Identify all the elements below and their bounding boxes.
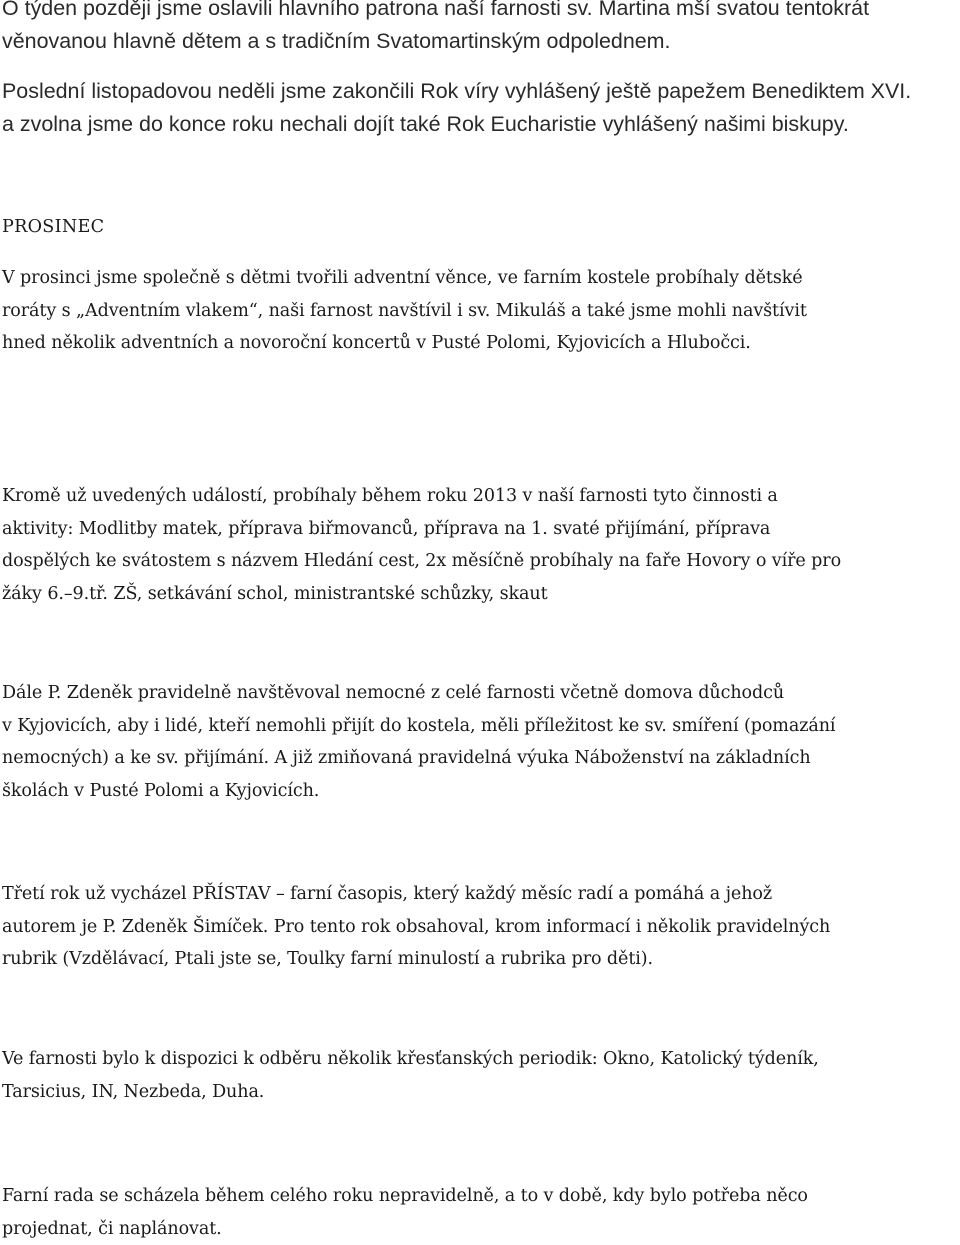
text-line: Tarsicius, IN, Nezbeda, Duha. — [2, 1081, 265, 1102]
section-heading-text: PROSINEC — [2, 217, 105, 237]
text-line: rubrik (Vzdělávací, Ptali jste se, Toulky farní minulostí a rubrika pro děti). — [2, 949, 654, 970]
intro-paragraph-2 — [2, 75, 958, 141]
text-line: a zvolna jsme do konce roku nechali dojít také Rok Eucharistie vyhlášený našimi biskupy. — [2, 112, 849, 136]
text-line: Dále P. Zdeněk pravidelně navštěvoval nemocné z celé farnosti včetně domova důchodců — [2, 683, 785, 703]
text-line: roráty s „Adventním vlakem“, naši farnost navštívil i sv. Mikuláš a také jsme mohli navštívit — [2, 300, 807, 321]
text-line: aktivity: Modlitby matek, příprava biřmovanců, příprava na 1. svaté přijímání, příprava — [2, 518, 771, 539]
paragraph-pristav — [2, 878, 958, 976]
text-line: Farní rada se scházela během celého roku nepravidelně, a to v době, kdy bylo potřeba něco — [2, 1186, 808, 1206]
text-line: nemocných) a ke sv. přijímání. A již zmiňovaná pravidelná výuka Náboženství na základních — [2, 748, 811, 769]
paragraph-activities — [2, 480, 958, 610]
text-line: věnovanou hlavně dětem a s tradičním Svatomartinským odpolednem. — [2, 29, 671, 53]
text-line: V prosinci jsme společně s dětmi tvořili adventní věnce, ve farním kostele probíhaly dětské — [2, 268, 803, 288]
text-line: Kromě už uvedených událostí, probíhaly během roku 2013 v naší farnosti tyto činnosti a — [2, 486, 778, 506]
text-line: Ve farnosti bylo k dispozici k odběru několik křesťanských periodik: Okno, Katolický týdeník, — [2, 1049, 819, 1069]
paragraph-periodicals — [2, 1043, 958, 1108]
paragraph-prosinec — [2, 262, 958, 360]
text-line: dospělých ke svátostem s názvem Hledání cest, 2x měsíčně probíhaly na faře Hovory o víře pro — [2, 551, 842, 572]
paragraph-visits — [2, 677, 958, 807]
text-line: hned několik adventních a novoroční koncertů v Pusté Polomi, Kyjovicích a Hlubočci. — [2, 333, 751, 354]
section-heading — [2, 211, 958, 243]
text-line: O týden později jsme oslavili hlavního patrona naší farnosti sv. Martina mší svatou tentokrát — [2, 0, 870, 20]
text-line: Poslední listopadovou neděli jsme zakončili Rok víry vyhlášený ještě papežem Benediktem XVI. — [2, 79, 912, 103]
text-line: projednat, či naplánovat. — [2, 1218, 222, 1239]
text-line: žáky 6.–9.tř. ZŠ, setkávání schol, ministrantské schůzky, skaut — [2, 583, 548, 604]
intro-paragraph-1 — [2, 0, 958, 58]
text-line: Třetí rok už vycházel PŘÍSTAV – farní časopis, který každý měsíc radí a pomáhá a jehož — [2, 884, 773, 904]
text-line: v Kyjovicích, aby i lidé, kteří nemohli přijít do kostela, měli příležitost ke sv. smíření (pomazání — [2, 715, 836, 736]
text-line: školách v Pusté Polomi a Kyjovicích. — [2, 780, 320, 801]
paragraph-council — [2, 1180, 958, 1245]
text-line: autorem je P. Zdeněk Šimíček. Pro tento rok obsahoval, krom informací i několik pravidelných — [2, 916, 831, 937]
